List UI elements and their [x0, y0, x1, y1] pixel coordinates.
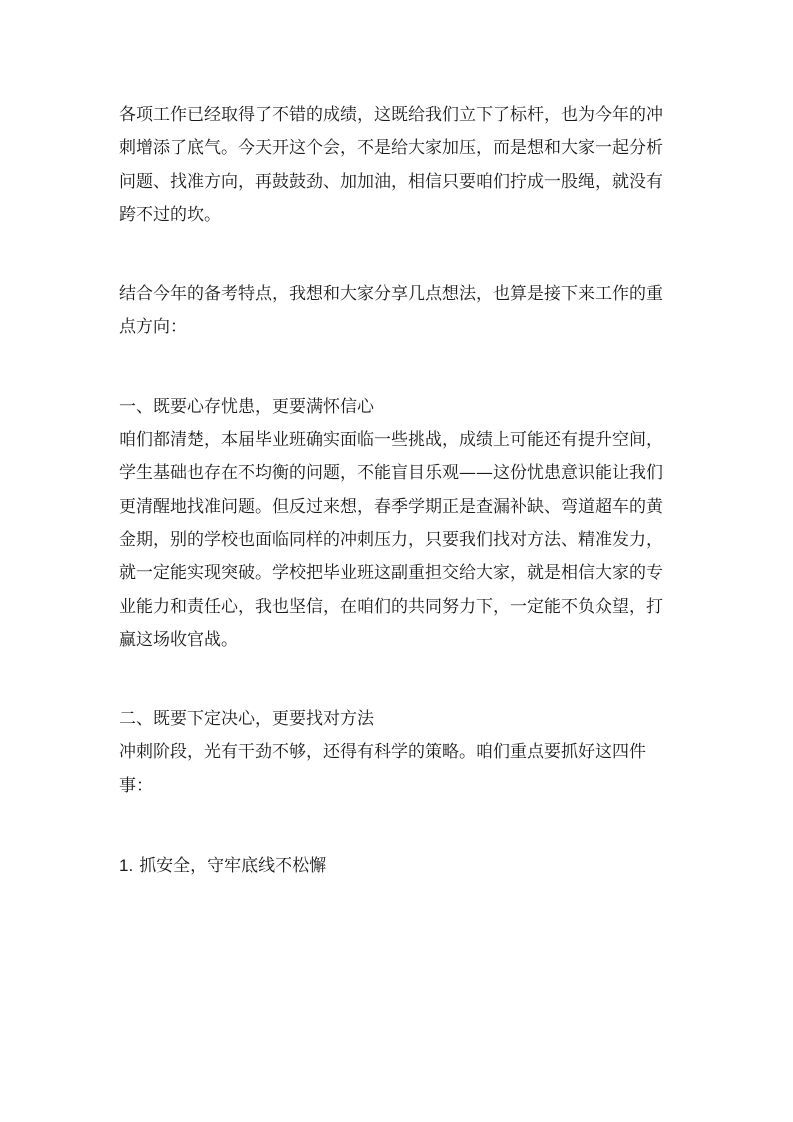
section-2-body: 冲刺阶段，光有干劲不够，还得有科学的策略。咱们重点要抓好这四件事：	[119, 742, 646, 796]
section-2-heading: 二、既要下定决心，更要找对方法	[119, 709, 374, 730]
list-item-text: 抓安全，守牢底线不松懈	[139, 856, 327, 877]
paragraph-spacer	[119, 657, 679, 703]
section-1-body: 咱们都清楚，本届毕业班确实面临一些挑战，成绩上可能还有提升空间，学生基础也存在不均衡的问题，不能盲目乐观——这份忧患意识能让我们更清醒地找准问题。但反过来想，春季学期正是查漏补缺、弯道超车的黄金期，别的学校也面临同样的冲刺压力，只要我们找对方法、精准发力，就一定能实现突破。学校把毕业班这副重担交给大家，就是相信大家的专业能力和责任心，我也坚信，在咱们的共同努力下，一定能不负众望，打赢这场收官战。	[119, 430, 663, 650]
list-item-number: 1.	[119, 856, 134, 876]
section-1-heading: 一、既要心存忧患，更要满怀信心	[119, 396, 374, 417]
paragraph-spacer	[119, 345, 679, 391]
paragraph-spacer	[119, 803, 679, 849]
list-item	[119, 849, 679, 883]
document-body	[119, 99, 679, 883]
intro-paragraph: 各项工作已经取得了不错的成绩，这既给我们立下了标杆，也为今年的冲刺增添了底气。今天开这个会，不是给大家加压，而是想和大家一起分析问题、找准方向，再鼓鼓劲、加加油，相信只要咱们拧成一股绳，就没有跨不过的坎。	[119, 105, 663, 225]
transition-paragraph: 结合今年的备考特点，我想和大家分享几点想法，也算是接下来工作的重点方向：	[119, 284, 663, 338]
paragraph-spacer	[119, 232, 679, 278]
